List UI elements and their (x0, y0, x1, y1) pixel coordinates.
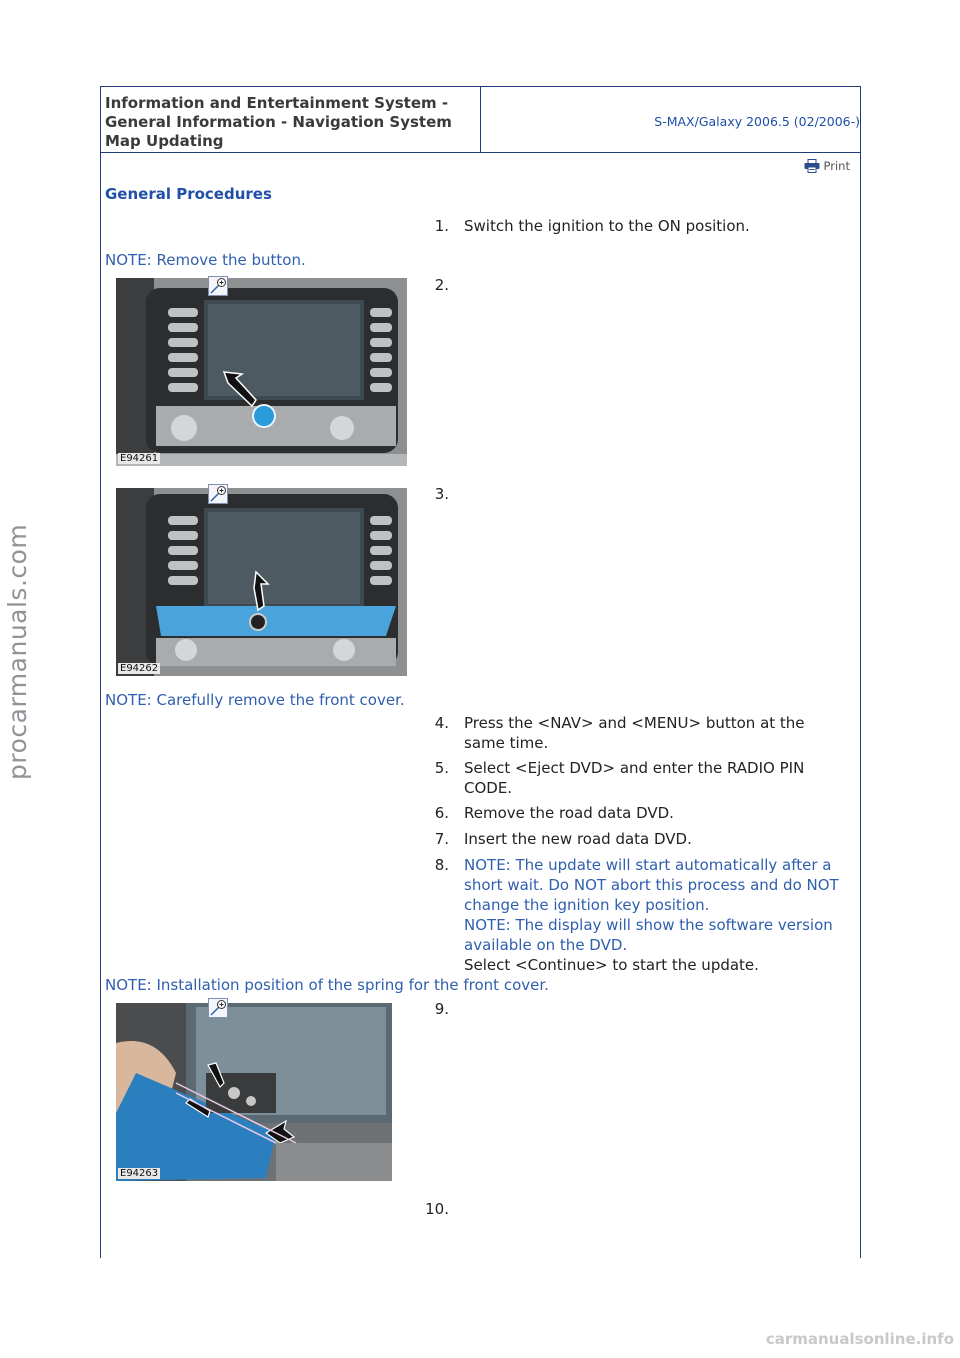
photo-e94263 (116, 1003, 392, 1181)
step-number: 8. (434, 856, 449, 874)
step-number: 3. (434, 485, 449, 503)
note-remove-button: NOTE: Remove the button. (105, 251, 306, 269)
step-text-block (464, 855, 839, 975)
step-note: NOTE: The display will show the software version available on the DVD. (464, 916, 833, 954)
step-number: 6. (434, 804, 449, 822)
step-number: 1. (434, 217, 449, 235)
page-frame (100, 86, 861, 1258)
zoom-icon[interactable] (208, 276, 228, 296)
page-header (101, 87, 860, 153)
step-number: 10. (425, 1200, 449, 1218)
step-text: Press the <NAV> and <MENU> button at the same time. (464, 714, 805, 752)
section-title: General Procedures (105, 185, 272, 203)
zoom-icon[interactable] (208, 998, 228, 1018)
image-code: E94263 (120, 1168, 159, 1179)
step-text: Select <Continue> to start the update. (464, 956, 759, 974)
step-number: 7. (434, 830, 449, 848)
printer-icon (804, 159, 820, 173)
step-number: 9. (434, 1000, 449, 1018)
side-watermark: procarmanuals.com (3, 523, 32, 780)
bottom-watermark: carmanualsonline.info (765, 1330, 954, 1348)
header-divider (480, 87, 481, 153)
step-text: Select <Eject DVD> and enter the RADIO PIN CODE. (464, 759, 805, 797)
print-label: Print (823, 159, 850, 173)
step-text: Insert the new road data DVD. (464, 830, 692, 848)
print-button[interactable] (804, 159, 850, 173)
image-code: E94262 (120, 663, 159, 674)
step-text: Remove the road data DVD. (464, 804, 674, 822)
photo-e94261 (116, 278, 407, 466)
photo-e94262 (116, 488, 407, 676)
note-spring: NOTE: Installation position of the spring for the front cover. (105, 976, 549, 994)
step-number: 4. (434, 714, 449, 732)
zoom-icon[interactable] (208, 484, 228, 504)
step-note: NOTE: The update will start automatically after a short wait. Do NOT abort this process and do NOT change the ignition key position. (464, 856, 839, 914)
step-number: 2. (434, 276, 449, 294)
note-remove-cover: NOTE: Carefully remove the front cover. (105, 691, 405, 709)
step-text: Switch the ignition to the ON position. (464, 217, 750, 235)
image-code: E94261 (120, 453, 159, 464)
step-number: 5. (434, 759, 449, 777)
page-title: Information and Entertainment System - General Information - Navigation System Map Updating (105, 94, 452, 150)
vehicle-model: S-MAX/Galaxy 2006.5 (02/2006-) (654, 114, 860, 129)
